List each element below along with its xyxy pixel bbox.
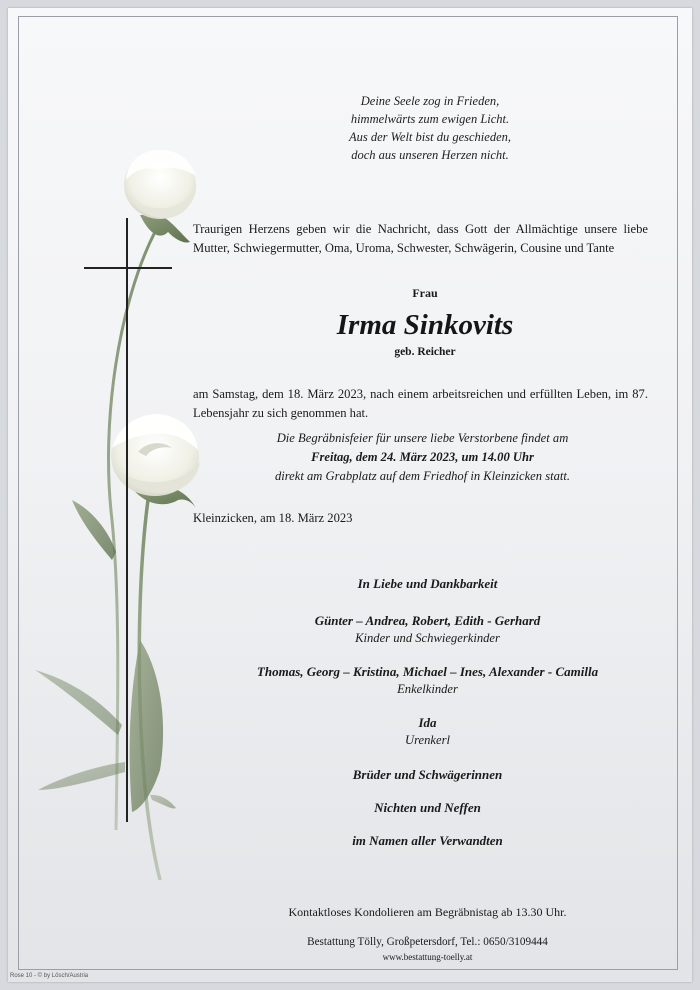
children-label: Kinder und Schwiegerkinder — [355, 631, 500, 645]
announcement-text: Traurigen Herzens geben wir die Nachricht, dass Gott der Allmächtige unsere liebe Mutter, Schwiegermutter, Oma, Uroma, Schwester, Schwägerin, Cousine und Tante — [193, 222, 648, 255]
image-credit: Rose 10 - © by Lösch/Austria — [10, 973, 89, 979]
poem-line: Aus der Welt bist du geschieden, — [348, 130, 511, 144]
deceased-name: Irma Sinkovits — [336, 309, 514, 341]
birth-name: geb. Reicher — [394, 346, 456, 358]
grandchildren-names: Thomas, Georg – Kristina, Michael – Ines, Alexander - Camilla — [256, 664, 599, 679]
funeral-line: Die Begräbnisfeier für unsere liebe Verstorbene findet am — [276, 431, 569, 445]
nieces-line: Nichten und Neffen — [374, 800, 481, 815]
mourners-heading: In Liebe und Dankbarkeit — [357, 576, 498, 591]
funeral-info — [200, 429, 645, 486]
great-grandchild-label: Urenkerl — [405, 733, 450, 747]
place-date: Kleinzicken, am 18. März 2023 — [193, 511, 353, 525]
memorial-poem — [280, 92, 580, 164]
children-names: Günter – Andrea, Robert, Edith - Gerhard — [314, 613, 541, 628]
salutation: Frau — [412, 286, 438, 300]
contact-note: Kontaktloses Kondolieren am Begräbnistag ab 13.30 Uhr. — [288, 905, 567, 919]
funeral-date: Freitag, dem 24. März 2023, um 14.00 Uhr — [311, 450, 534, 464]
great-grandchild-name: Ida — [418, 715, 437, 730]
siblings-line: Brüder und Schwägerinnen — [352, 767, 503, 782]
poem-line: doch aus unseren Herzen nicht. — [351, 148, 509, 162]
relatives-line: im Namen aller Verwandten — [352, 833, 503, 848]
poem-line: Deine Seele zog in Frieden, — [360, 94, 500, 108]
cross-horizontal — [84, 267, 172, 269]
death-text: am Samstag, dem 18. März 2023, nach einem arbeitsreichen und erfüllten Leben, im 87. Lebensjahr zu sich genommen hat. — [193, 387, 648, 420]
grandchildren-label: Enkelkinder — [397, 682, 458, 696]
funeral-location: direkt am Grabplatz auf dem Friedhof in Kleinzicken statt. — [274, 469, 571, 483]
undertaker-info: Bestattung Tölly, Großpetersdorf, Tel.: 0650/3109444 — [307, 936, 548, 948]
undertaker-website[interactable]: www.bestattung-toelly.at — [382, 952, 473, 962]
cross-vertical — [126, 218, 128, 822]
poem-line: himmelwärts zum ewigen Licht. — [350, 112, 510, 126]
